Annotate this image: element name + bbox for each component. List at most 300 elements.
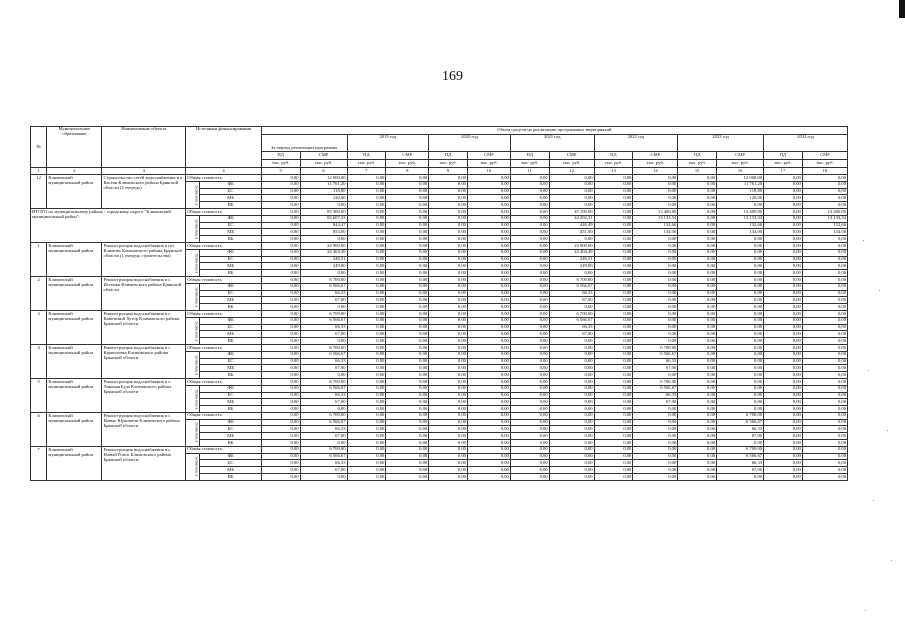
value-cell: 0,00	[594, 419, 633, 426]
value-cell: 0,00	[594, 338, 633, 345]
source-label: МБ	[200, 297, 261, 304]
value-cell: 85 300,00	[300, 208, 347, 215]
value-cell: 0,00	[764, 385, 803, 392]
value-cell: 0,00	[717, 378, 764, 385]
total-label: ИТОГО по муниципальному району / городскому округу "Климовский муниципальный район":	[31, 208, 186, 242]
value-cell: 0,00	[802, 195, 847, 202]
value-cell: 0,00	[510, 181, 549, 188]
value-cell: 0,00	[261, 365, 300, 372]
value-cell: 0,00	[386, 474, 429, 481]
value-cell: 0,00	[678, 181, 717, 188]
value-cell: 0,00	[510, 175, 549, 182]
value-cell: 0,00	[633, 283, 678, 290]
value-cell: 0,00	[510, 297, 549, 304]
value-cell: 0,00	[594, 412, 633, 419]
value-cell: 0,00	[802, 276, 847, 283]
value-cell: 13 133,34	[717, 215, 764, 222]
value-cell: 0,00	[429, 270, 468, 277]
value-cell: 0,00	[633, 460, 678, 467]
source-label: БС	[200, 358, 261, 365]
value-cell: 0,00	[802, 175, 847, 182]
value-cell: 0,00	[678, 406, 717, 413]
incl-label-cell	[186, 317, 200, 344]
value-cell: 0,00	[347, 392, 386, 399]
value-cell: 0,00	[764, 426, 803, 433]
value-cell: 0,00	[429, 324, 468, 331]
value-cell: 0,00	[678, 344, 717, 351]
value-cell: 0,00	[467, 304, 510, 311]
value-cell: 0,00	[802, 256, 847, 263]
value-cell: 0,00	[467, 351, 510, 358]
source-total: Общая стоимость	[186, 378, 262, 385]
value-cell: 0,00	[347, 412, 386, 419]
value-cell: 0,00	[764, 338, 803, 345]
value-cell: 0,00	[386, 188, 429, 195]
value-cell: 6 700,00	[549, 276, 594, 283]
value-cell: 0,00	[764, 324, 803, 331]
header-municipality: Муниципальное образование	[47, 127, 102, 168]
value-cell: 0,00	[429, 392, 468, 399]
value-cell: 6 566,67	[300, 317, 347, 324]
value-cell: 67,00	[549, 297, 594, 304]
value-cell: 0,00	[764, 358, 803, 365]
value-cell: 0,00	[678, 304, 717, 311]
value-cell: 0,00	[717, 304, 764, 311]
value-cell: 0,00	[467, 453, 510, 460]
value-cell: 0,00	[510, 195, 549, 202]
value-cell: 0,00	[678, 229, 717, 236]
value-cell: 0,00	[802, 433, 847, 440]
row-num: 1	[31, 242, 47, 276]
source-label: ФБ	[200, 453, 261, 460]
value-cell: 0,00	[633, 263, 678, 270]
value-cell: 0,00	[300, 304, 347, 311]
value-cell: 0,00	[261, 474, 300, 481]
value-cell: 0,00	[467, 440, 510, 447]
source-label: ФБ	[200, 351, 261, 358]
value-cell: 0,00	[678, 399, 717, 406]
value-cell: 0,00	[347, 242, 386, 249]
value-cell: 0,00	[347, 453, 386, 460]
value-cell: 0,00	[678, 263, 717, 270]
value-cell: 0,00	[594, 331, 633, 338]
value-cell: 0,00	[510, 331, 549, 338]
value-cell: 0,00	[347, 351, 386, 358]
value-cell: 0,00	[261, 270, 300, 277]
header-index: 15	[678, 168, 717, 175]
source-label: МБ	[200, 365, 261, 372]
value-cell: 0,00	[261, 467, 300, 474]
value-cell: 0,00	[717, 385, 764, 392]
value-cell: 0,00	[802, 270, 847, 277]
value-cell: 0,00	[594, 297, 633, 304]
value-cell: 0,00	[386, 433, 429, 440]
row-num: 6	[31, 412, 47, 446]
table-row	[31, 276, 848, 283]
value-cell: 249,00	[300, 263, 347, 270]
value-cell: 0,00	[347, 208, 386, 215]
value-cell: 0,00	[633, 317, 678, 324]
value-cell: 0,00	[678, 460, 717, 467]
value-cell: 0,00	[386, 310, 429, 317]
value-cell: 0,00	[429, 297, 468, 304]
source-label: ВБ	[200, 270, 261, 277]
value-cell: 0,00	[717, 242, 764, 249]
value-cell: 0,00	[429, 406, 468, 413]
value-cell: 0,00	[594, 236, 633, 243]
value-cell: 0,00	[764, 290, 803, 297]
value-cell: 0,00	[633, 406, 678, 413]
value-cell: 0,00	[633, 181, 678, 188]
value-cell: 0,00	[386, 453, 429, 460]
value-cell: 66,33	[717, 426, 764, 433]
value-cell: 0,00	[717, 202, 764, 209]
value-cell: 0,00	[717, 236, 764, 243]
header-sub: СМР	[633, 152, 678, 160]
value-cell: 0,00	[764, 378, 803, 385]
value-cell: 0,00	[678, 426, 717, 433]
value-cell: 0,00	[510, 249, 549, 256]
value-cell: 0,00	[347, 433, 386, 440]
value-cell: 66,33	[300, 324, 347, 331]
value-cell: 6 566,67	[300, 351, 347, 358]
value-cell: 0,00	[594, 351, 633, 358]
header-index: 9	[429, 168, 468, 175]
value-cell: 0,00	[510, 365, 549, 372]
value-cell: 0,00	[429, 188, 468, 195]
incl-label-cell	[186, 419, 200, 446]
incl-label-cell	[186, 181, 200, 208]
value-cell: 0,00	[633, 433, 678, 440]
value-cell: 0,00	[549, 440, 594, 447]
value-cell: 6 700,00	[633, 344, 678, 351]
value-cell: 0,00	[594, 378, 633, 385]
value-cell: 0,00	[764, 236, 803, 243]
value-cell: 0,00	[802, 419, 847, 426]
value-cell: 0,00	[347, 324, 386, 331]
value-cell: 0,00	[549, 460, 594, 467]
value-cell: 0,00	[594, 385, 633, 392]
incl-label-cell	[186, 385, 200, 412]
value-cell: 0,00	[764, 446, 803, 453]
value-cell: 0,00	[467, 412, 510, 419]
row-object: Реконструкция водоснабжения в с. Лакомая Буда Климовского района Брянской области	[102, 378, 186, 412]
value-cell: 0,00	[347, 419, 386, 426]
value-cell: 134,00	[717, 229, 764, 236]
value-cell: 0,00	[467, 385, 510, 392]
value-cell: 0,00	[510, 460, 549, 467]
value-cell: 134,00	[633, 229, 678, 236]
value-cell: 0,00	[594, 440, 633, 447]
header-sub: СМР	[386, 152, 429, 160]
value-cell: 45 100,00	[549, 208, 594, 215]
header-sub: СМР	[717, 152, 764, 160]
source-label: ФБ	[200, 385, 261, 392]
value-cell: 0,00	[510, 202, 549, 209]
value-cell: 0,00	[764, 195, 803, 202]
value-cell: 0,00	[594, 446, 633, 453]
value-cell: 0,00	[386, 365, 429, 372]
source-label: ФБ	[200, 419, 261, 426]
header-period: 2019 год	[347, 135, 429, 152]
incl-label: в том числе:	[193, 320, 199, 341]
value-cell: 0,00	[717, 351, 764, 358]
value-cell: 0,00	[347, 297, 386, 304]
value-cell: 0,00	[549, 467, 594, 474]
value-cell: 0,00	[429, 317, 468, 324]
value-cell: 0,00	[510, 446, 549, 453]
value-cell: 67,00	[633, 365, 678, 372]
value-cell: 0,00	[678, 202, 717, 209]
value-cell: 0,00	[386, 181, 429, 188]
value-cell: 6 700,00	[717, 412, 764, 419]
value-cell: 0,00	[467, 331, 510, 338]
value-cell: 0,00	[802, 317, 847, 324]
value-cell: 0,00	[261, 202, 300, 209]
value-cell: 0,00	[429, 467, 468, 474]
value-cell: 0,00	[717, 338, 764, 345]
value-cell: 0,00	[261, 406, 300, 413]
value-cell: 0,00	[261, 399, 300, 406]
value-cell: 0,00	[467, 249, 510, 256]
value-cell: 0,00	[510, 242, 549, 249]
value-cell: 0,00	[717, 276, 764, 283]
table-row	[31, 310, 848, 317]
value-cell: 6 566,67	[549, 317, 594, 324]
value-cell: 0,00	[594, 474, 633, 481]
table-row	[31, 175, 848, 182]
value-cell: 6 566,67	[717, 419, 764, 426]
row-object: Реконструкция водоснабжения в с. Истопки Климовского района Брянской области	[102, 276, 186, 310]
value-cell: 0,00	[347, 358, 386, 365]
incl-label: в том числе:	[193, 388, 199, 409]
value-cell: 0,00	[467, 338, 510, 345]
value-cell: 0,00	[429, 412, 468, 419]
value-cell: 0,00	[386, 222, 429, 229]
scan-edge-mark	[899, 0, 905, 18]
value-cell: 0,00	[467, 419, 510, 426]
value-cell: 6 700,00	[300, 276, 347, 283]
value-cell: 0,00	[802, 188, 847, 195]
header-unit: тыс. руб.	[678, 160, 717, 168]
header-period: 2023 год	[678, 135, 764, 152]
value-cell: 118,80	[717, 188, 764, 195]
value-cell: 0,00	[467, 310, 510, 317]
value-cell: 6 566,67	[633, 385, 678, 392]
value-cell: 24 404,49	[549, 249, 594, 256]
value-cell: 0,00	[764, 310, 803, 317]
value-cell: 0,00	[802, 392, 847, 399]
value-cell: 0,00	[467, 392, 510, 399]
value-cell: 0,00	[429, 310, 468, 317]
value-cell: 0,00	[429, 426, 468, 433]
value-cell: 0,00	[802, 324, 847, 331]
value-cell: 0,00	[386, 358, 429, 365]
value-cell: 0,00	[678, 256, 717, 263]
value-cell: 0,00	[347, 188, 386, 195]
value-cell: 0,00	[764, 317, 803, 324]
row-municipality: Климовский муниципальный район	[47, 242, 102, 276]
value-cell: 0,00	[549, 358, 594, 365]
value-cell: 0,00	[510, 372, 549, 379]
value-cell: 13 400,00	[633, 208, 678, 215]
value-cell: 0,00	[594, 195, 633, 202]
incl-label-cell	[186, 453, 200, 480]
incl-label-cell	[186, 249, 200, 276]
source-label: МБ	[200, 467, 261, 474]
header-unit: тыс. руб.	[510, 160, 549, 168]
value-cell: 6 566,67	[300, 419, 347, 426]
value-cell: 0,00	[678, 372, 717, 379]
value-cell: 0,00	[764, 263, 803, 270]
value-cell: 0,00	[510, 344, 549, 351]
value-cell: 0,00	[764, 412, 803, 419]
value-cell: 0,00	[467, 263, 510, 270]
source-label: ВБ	[200, 236, 261, 243]
value-cell: 0,00	[467, 324, 510, 331]
page-number: 169	[442, 69, 463, 84]
value-cell: 0,00	[261, 249, 300, 256]
value-cell: 0,00	[717, 372, 764, 379]
value-cell: 118,80	[300, 188, 347, 195]
value-cell: 0,00	[467, 297, 510, 304]
value-cell: 0,00	[261, 426, 300, 433]
value-cell: 0,00	[429, 344, 468, 351]
incl-label: в том числе:	[193, 456, 199, 477]
value-cell: 0,00	[467, 406, 510, 413]
value-cell: 0,00	[510, 324, 549, 331]
table-row	[31, 378, 848, 385]
value-cell: 0,00	[594, 426, 633, 433]
value-cell: 0,00	[261, 331, 300, 338]
incl-label: в том числе:	[193, 422, 199, 443]
value-cell: 0,00	[386, 372, 429, 379]
header-sub: ПД	[594, 152, 633, 160]
value-cell: 0,00	[678, 331, 717, 338]
value-cell: 0,00	[764, 453, 803, 460]
value-cell: 0,00	[347, 304, 386, 311]
value-cell: 0,00	[549, 365, 594, 372]
value-cell: 0,00	[633, 236, 678, 243]
row-municipality: Климовский муниципальный район	[47, 344, 102, 378]
value-cell: 0,00	[678, 283, 717, 290]
value-cell: 0,00	[429, 202, 468, 209]
header-index: 2	[47, 168, 102, 175]
value-cell: 12 000,00	[717, 175, 764, 182]
value-cell: 0,00	[549, 372, 594, 379]
source-label: ВБ	[200, 202, 261, 209]
value-cell: 0,00	[549, 474, 594, 481]
header-unit: тыс. руб.	[633, 160, 678, 168]
header-unit: тыс. руб.	[467, 160, 510, 168]
value-cell: 0,00	[764, 460, 803, 467]
value-cell: 0,00	[429, 460, 468, 467]
value-cell: 0,00	[510, 399, 549, 406]
value-cell: 0,00	[802, 372, 847, 379]
value-cell: 0,00	[261, 263, 300, 270]
value-cell: 67,00	[717, 433, 764, 440]
header-index: 1	[31, 168, 47, 175]
value-cell: 0,00	[261, 195, 300, 202]
value-cell: 0,00	[347, 474, 386, 481]
value-cell: 0,00	[467, 344, 510, 351]
header-index: 14	[633, 168, 678, 175]
row-num: 5	[31, 378, 47, 412]
value-cell: 0,00	[549, 385, 594, 392]
value-cell: 0,00	[386, 440, 429, 447]
value-cell: 6 700,00	[300, 344, 347, 351]
header-period: 2022 год	[594, 135, 678, 152]
value-cell: 0,00	[678, 446, 717, 453]
value-cell: 0,00	[347, 365, 386, 372]
value-cell: 0,00	[594, 208, 633, 215]
row-municipality: Климовский муниципальный район	[47, 412, 102, 446]
value-cell: 0,00	[510, 385, 549, 392]
value-cell: 0,00	[386, 215, 429, 222]
header-source: Источники финансирования	[186, 127, 262, 168]
value-cell: 0,00	[678, 324, 717, 331]
value-cell: 0,00	[678, 419, 717, 426]
header-sub: СМР	[802, 152, 847, 160]
value-cell: 0,00	[802, 304, 847, 311]
value-cell: 6 700,00	[549, 310, 594, 317]
incl-label: в том числе:	[193, 218, 199, 240]
value-cell: 0,00	[347, 338, 386, 345]
source-label: БС	[200, 188, 261, 195]
value-cell: 0,00	[717, 358, 764, 365]
value-cell: 0,00	[467, 433, 510, 440]
value-cell: 0,00	[764, 399, 803, 406]
value-cell: 0,00	[802, 331, 847, 338]
value-cell: 67,00	[300, 467, 347, 474]
value-cell: 0,00	[510, 474, 549, 481]
value-cell: 0,00	[764, 297, 803, 304]
value-cell: 0,00	[678, 215, 717, 222]
value-cell: 0,00	[594, 263, 633, 270]
value-cell: 0,00	[510, 188, 549, 195]
value-cell: 0,00	[802, 290, 847, 297]
value-cell: 83 607,33	[300, 215, 347, 222]
header-sub: СМР	[300, 152, 347, 160]
value-cell: 0,00	[717, 310, 764, 317]
row-num: 2	[31, 276, 47, 310]
value-cell: 0,00	[347, 399, 386, 406]
table-row	[31, 446, 848, 453]
value-cell: 0,00	[802, 378, 847, 385]
value-cell: 0,00	[594, 290, 633, 297]
value-cell: 0,00	[594, 467, 633, 474]
value-cell: 0,00	[261, 344, 300, 351]
value-cell: 6 566,67	[549, 283, 594, 290]
value-cell: 0,00	[717, 297, 764, 304]
value-cell: 0,00	[633, 474, 678, 481]
value-cell: 0,00	[261, 378, 300, 385]
value-cell: 0,00	[802, 202, 847, 209]
source-label: БС	[200, 392, 261, 399]
header-index: 12	[549, 168, 594, 175]
header-unit: тыс. руб.	[802, 160, 847, 168]
value-cell: 0,00	[386, 297, 429, 304]
value-cell: 0,00	[386, 399, 429, 406]
value-cell: 0,00	[594, 229, 633, 236]
value-cell: 0,00	[717, 392, 764, 399]
value-cell: 0,00	[261, 460, 300, 467]
value-cell: 0,00	[429, 229, 468, 236]
value-cell: 0,00	[467, 467, 510, 474]
value-cell: 0,00	[802, 263, 847, 270]
value-cell: 0,00	[347, 195, 386, 202]
value-cell: 0,00	[764, 270, 803, 277]
